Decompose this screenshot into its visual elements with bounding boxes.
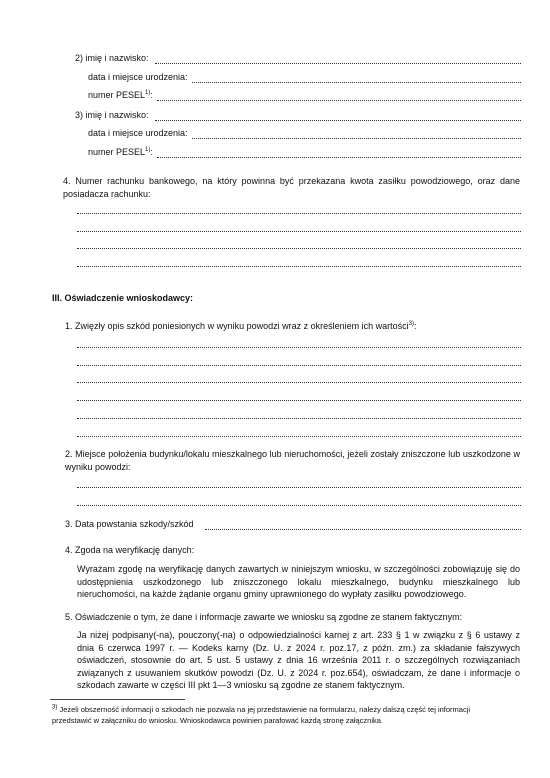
bank-account-line-3[interactable] [77,248,521,249]
person3-birth-label: data i miejsce urodzenia: [88,128,188,138]
consent-title: 4. Zgoda na weryfikację danych: [65,545,195,555]
person2-birth-field[interactable] [192,82,521,83]
damage-line-5[interactable] [77,418,521,419]
footnote: $^{3)}$ Jeżeli obszerność informacji o szkodach nie pozwala na jej przedstawienie na formularzu, należy dalszą część tej informacji przedstawić w załączniku do wniosku. Wnioskodawca powinien parafować każdą stronę załącznika. [52,704,471,725]
property-line-1[interactable] [77,487,521,488]
person2-birth-label: data i miejsce urodzenia: [88,72,188,82]
consent-text: Wyrażam zgodę na weryfikację danych zawartych w niniejszym wniosku, w szczególności zobowiązuję się do udostępnienia uszkodzonego lub zniszczonego lokalu mieszkalnego, budynku mieszkalnego lub nieruchomości, na każde żądanie organu gminy uprawnionego do wypłaty zasiłku powodziowego. [77,564,520,599]
person2-pesel-field[interactable] [157,100,521,101]
bank-account-line-1[interactable] [77,213,521,214]
person3-pesel-field[interactable] [157,157,521,158]
person2-pesel-label: numer PESEL$^{1)}$: [88,90,153,100]
person2-name-label: 2) imię i nazwisko: [75,53,149,63]
property-line-2[interactable] [77,505,521,506]
person3-pesel-label: numer PESEL$^{1)}$: [88,147,153,157]
person3-birth-field[interactable] [192,138,521,139]
declaration-text: Ja niżej podpisany(-na), pouczony(-na) o odpowiedzialności karnej z art. 233 § 1 w związku z § 6 ustawy z dnia 6 czerwca 1997 r. — Kodeks karny (Dz. U. z 2024 r. poz.17, z późn. zm.) za składanie fałszywych oświadczeń, stosownie do art. 5 ust. 5 ustawy z dnia 16 września 2011 r. o szczególnych rozwiązaniach związanych z usuwaniem skutków powodzi (Dz. U. z 2024 r. poz.654), oświadczam, że dane i informacje o szkodach zawarte w części III pkt 1—3 wniosku są zgodne ze stanem faktycznym. [77,630,520,690]
damage-line-6[interactable] [77,436,521,437]
bank-account-line-2[interactable] [77,231,521,232]
property-location-label: 2. Miejsce położenia budynku/lokalu mieszkalnego lub nieruchomości, jeżeli zostały zniszczone lub uszkodzone w wyniku powodzi: [65,449,520,472]
damage-date-label: 3. Data powstania szkody/szkód [65,519,194,529]
damage-line-1[interactable] [77,347,521,348]
damage-description-label: 1. Zwięzły opis szkód poniesionych w wyniku powodzi wraz z określeniem ich wartości$^{3)}$: [65,321,417,331]
bank-account-label: 4. Numer rachunku bankowego, na który powinna być przekazana kwota zasiłku powodziowego, oraz dane posiadacza rachunku: [63,176,520,199]
damage-date-field[interactable] [205,529,521,530]
section-heading: III. Oświadczenie wnioskodawcy: [52,293,194,303]
person3-name-label: 3) imię i nazwisko: [75,110,149,120]
damage-line-2[interactable] [77,365,521,366]
person3-name-field[interactable] [155,120,521,121]
damage-line-4[interactable] [77,400,521,401]
person2-name-field[interactable] [155,63,521,64]
bank-account-line-4[interactable] [77,266,521,267]
declaration-title: 5. Oświadczenie o tym, że dane i informacje zawarte we wniosku są zgodne ze stanem faktycznym: [65,612,463,622]
damage-line-3[interactable] [77,382,521,383]
footnote-rule [50,699,185,700]
